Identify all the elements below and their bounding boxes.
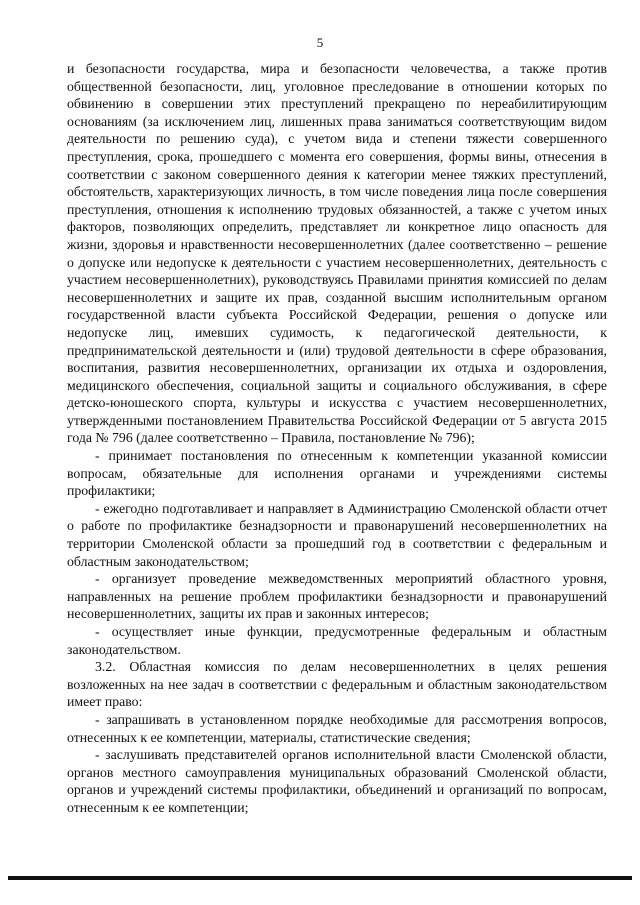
bottom-border-line: [8, 876, 632, 880]
paragraph-continuation: и безопасности государства, мира и безопасности человечества, а также против общественной безопасности, лиц, уголовное преследование в отношении которых по обвинению в совершении этих преступлений прекращено по нереабилитирующим основаниям (за исключением лиц, лишенных права заниматься соответствующим видом деятельности по решению суда), с учетом вида и степени тяжести совершенного преступления, срока, прошедшего с момента его совершения, формы вины, отнесения в соответствии с законом совершенного деяния к категории менее тяжких преступлений, обстоятельств, характеризующих личность, в том числе поведения лица после совершения преступления, отношения к исполнению трудовых обязанностей, а также с учетом иных факторов, позволяющих определить, представляет ли конкретное лицо опасность для жизни, здоровья и нравственности несовершеннолетних (далее соответственно – решение о допуске или недопуске к деятельности с участием несовершеннолетних, деятельность с участием несовершеннолетних), руководствуясь Правилами принятия комиссией по делам несовершеннолетних и защите их прав, созданной высшим исполнительным органом государственной власти субъекта Российской Федерации, решения о допуске или недопуске лиц, имевших судимость, к педагогической деятельности, к предпринимательской деятельности и (или) трудовой деятельности в сфере образования, воспитания, развития несовершеннолетних, организации их отдыха и оздоровления, медицинского обеспечения, социальной защиты и социального обслуживания, в сфере детско-юношеского спорта, культуры и искусства с участием несовершеннолетних, утвержденными постановлением Правительства Российской Федерации от 5 августа 2015 года № 796 (далее соответственно – Правила, постановление № 796);: [67, 61, 607, 446]
document-body: [67, 60, 607, 817]
list-item-hear-representatives: - заслушивать представителей органов исполнительной власти Смоленской области, органов местного самоуправления муниципальных образований Смоленской области, органов и учреждений системы профилактики, объединений и организаций по вопросам, отнесенным к ее компетенции;: [67, 747, 607, 815]
page-number: 5: [316, 35, 324, 50]
list-item-annual-report: - ежегодно подготавливает и направляет в Администрацию Смоленской области отчет о работе по профилактике безнадзорности и правонарушений несовершеннолетних на территории Смоленской области за прошедший год в соответствии с федеральным и областным законодательством;: [67, 500, 607, 569]
list-item-interdepartmental-events: - организует проведение межведомственных мероприятий областного уровня, направленных на решение проблем профилактики безнадзорности и правонарушений несовершеннолетних, защиты их прав и законных интересов;: [67, 571, 607, 622]
list-item-other-functions: - осуществляет иные функции, предусмотренные федеральным и областным законодательством.: [67, 624, 607, 657]
section-3-2-heading-paragraph: 3.2. Областная комиссия по делам несовершеннолетних в целях решения возложенных на нее задач в соответствии с федеральным и областным законодательством имеет право:: [67, 659, 607, 710]
list-item-resolutions: - принимает постановления по отнесенным к компетенции указанной комиссии вопросам, обязательные для исполнения органами и учреждениями системы профилактики;: [67, 448, 607, 499]
list-item-request-materials: - запрашивать в установленном порядке необходимые для рассмотрения вопросов, отнесенных к ее компетенции, материалы, статистические сведения;: [67, 711, 607, 745]
